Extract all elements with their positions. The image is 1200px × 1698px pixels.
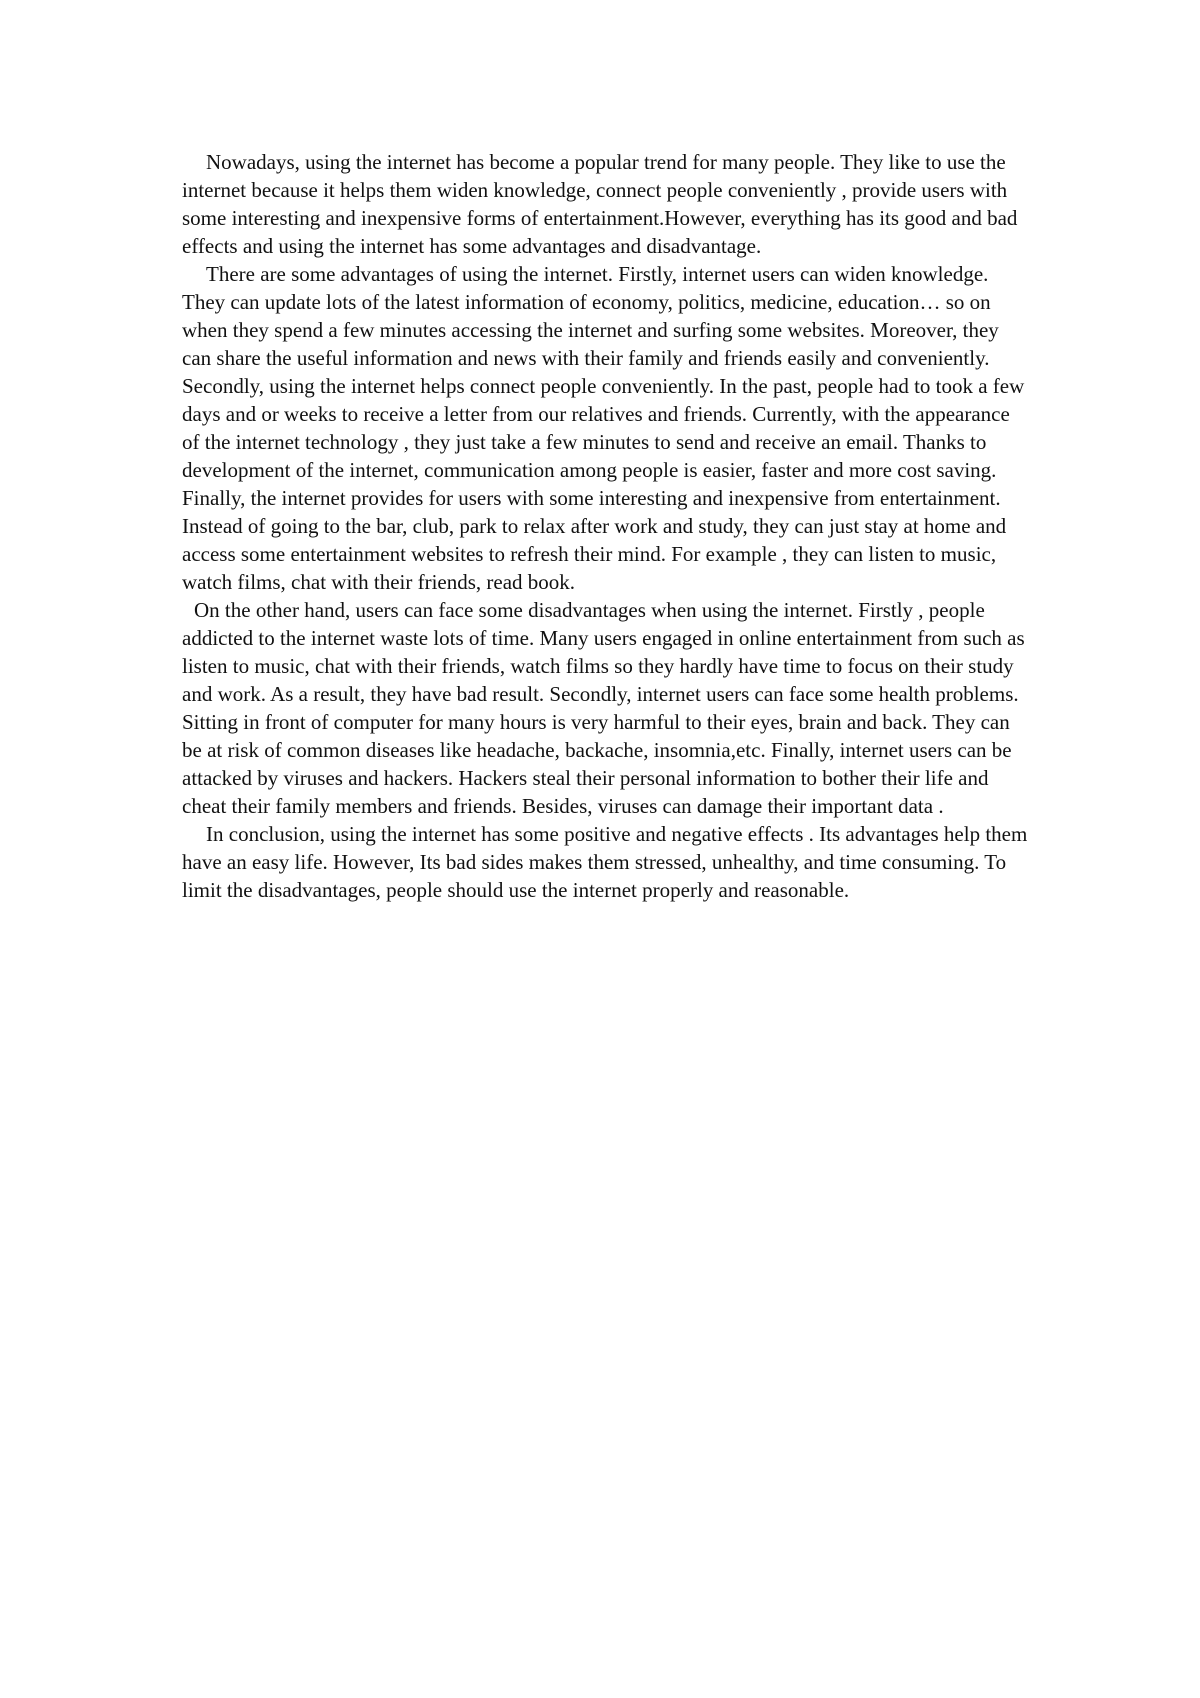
paragraph-introduction: Nowadays, using the internet has become a popular trend for many people. They like to use the internet because it helps them widen knowledge, connect people conveniently , provide users with some interesting and inexpensive forms of entertainment.However, everything has its good and bad effects and using the internet has some advantages and disadvantage. — [182, 150, 1018, 258]
essay-body — [182, 148, 1032, 904]
paragraph-disadvantages: On the other hand, users can face some disadvantages when using the internet. Firstly , people addicted to the internet waste lots of time. Many users engaged in online entertainment from such as listen to music, chat with their friends, watch films so they hardly have time to focus on their study and work. As a result, they have bad result. Secondly, internet users can face some health problems. Sitting in front of computer for many hours is very harmful to their eyes, brain and back. They can be at risk of common diseases like headache, backache, insomnia,etc. Finally, internet users can be attacked by viruses and hackers. Hackers steal their personal information to bother their life and cheat their family members and friends. Besides, viruses can damage their important data . — [182, 598, 1025, 818]
paragraph-advantages: There are some advantages of using the internet. Firstly, internet users can widen knowledge. They can update lots of the latest information of economy, politics, medicine, education… so on when they spend a few minutes accessing the internet and surfing some websites. Moreover, they can share the useful information and news with their family and friends easily and conveniently. Secondly, using the internet helps connect people conveniently. In the past, people had to took a few days and or weeks to receive a letter from our relatives and friends. Currently, with the appearance of the internet technology , they just take a few minutes to send and receive an email. Thanks to development of the internet, communication among people is easier, faster and more cost saving. Finally, the internet provides for users with some interesting and inexpensive from entertainment. Instead of going to the bar, club, park to relax after work and study, they can just stay at home and access some entertainment websites to refresh their mind. For example , they can listen to music, watch films, chat with their friends, read book. — [182, 262, 1025, 594]
paragraph-conclusion: In conclusion, using the internet has some positive and negative effects . Its advantages help them have an easy life. However, Its bad sides makes them stressed, unhealthy, and time consuming. To limit the disadvantages, people should use the internet properly and reasonable. — [182, 822, 1028, 902]
